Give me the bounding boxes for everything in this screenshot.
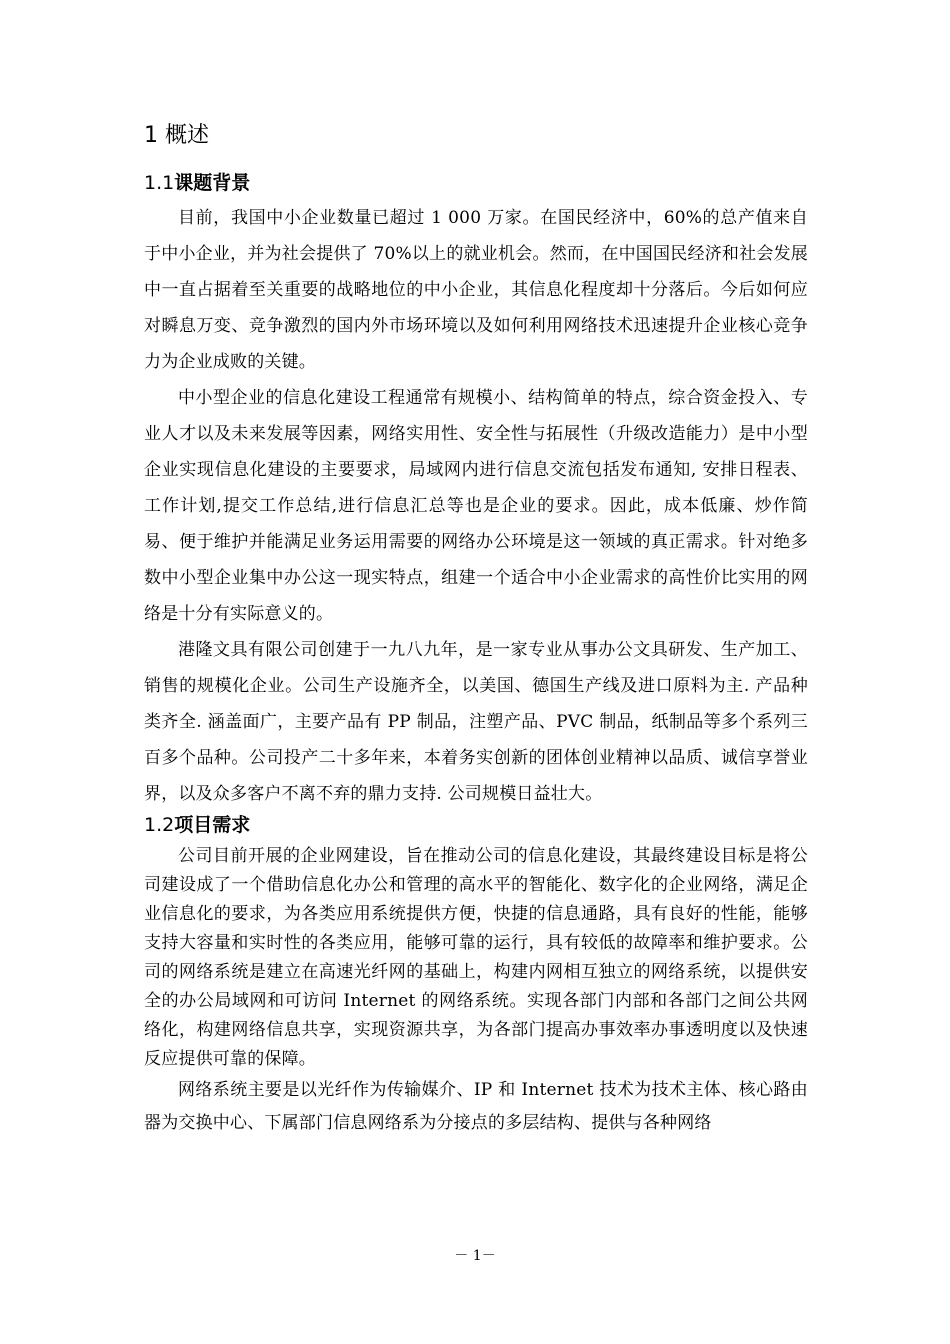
section-title: 课题背景: [174, 172, 251, 194]
page-content: [144, 118, 808, 1140]
section-title: 项目需求: [174, 814, 251, 836]
section-heading-background: [144, 168, 808, 198]
paragraph: 港隆文具有限公司创建于一九八九年，是一家专业从事办公文具研发、生产加工、销售的规模化企业。公司生产设施齐全，以美国、德国生产线及进口原料为主. 产品种类齐全. 涵盖面广，主要产品有 PP 制品，注塑产品、PVC 制品，纸制品等多个系列三百多个品种。公司投产二十多年来，本着务实创新的团体创业精神以品质、诚信享誉业界，以及众多客户不离不弃的鼎力支持. 公司规模日益壮大。: [144, 640, 808, 804]
chapter-heading: 1 概述: [144, 123, 209, 148]
page-number: － 1－: [454, 1248, 496, 1264]
section-number: 1.2: [144, 814, 175, 836]
section-heading-requirements: [144, 810, 808, 840]
section-number: 1.1: [144, 172, 175, 194]
paragraph: 中小型企业的信息化建设工程通常有规模小、结构简单的特点，综合资金投入、专业人才以及未来发展等因素，网络实用性、安全性与拓展性（升级改造能力）是中小型企业实现信息化建设的主要要求，局域网内进行信息交流包括发布通知, 安排日程表、工作计划,提交工作总结,进行信息汇总等也是企业的要求。因此，成本低廉、炒作简易、便于维护并能满足业务运用需要的网络办公环境是这一领域的真正需求。针对绝多数中小型企业集中办公这一现实特点，组建一个适合中小企业需求的高性价比实用的网络是十分有实际意义的。: [144, 388, 808, 624]
paragraph: 网络系统主要是以光纤作为传输媒介、IP 和 Internet 技术为技术主体、核心路由器为交换中心、下属部门信息网络系为分接点的多层结构、提供与各种网络: [144, 1080, 808, 1133]
paragraph: 公司目前开展的企业网建设，旨在推动公司的信息化建设，其最终建设目标是将公司建设成了一个借助信息化办公和管理的高水平的智能化、数字化的企业网络，满足企业信息化的要求，为各类应用系统提供方便，快捷的信息通路，具有良好的性能，能够支持大容量和实时性的各类应用，能够可靠的运行，具有较低的故障率和维护要求。公司的网络系统是建立在高速光纤网的基础上，构建内网相互独立的网络系统，以提供安全的办公局域网和可访问 Internet 的网络系统。实现各部门内部和各部门之间公共网络化，构建网络信息共享，实现资源共享，为各部门提高办事效率办事透明度以及快速反应提供可靠的保障。: [144, 846, 808, 1069]
paragraph: 目前，我国中小企业数量已超过 1 000 万家。在国民经济中，60%的总产值来自于中小企业，并为社会提供了 70%以上的就业机会。然而，在中国国民经济和社会发展中一直占据着至关重要的战略地位的中小企业，其信息化程度却十分落后。今后如何应对瞬息万变、竞争激烈的国内外市场环境以及如何利用网络技术迅速提升企业核心竞争力为企业成败的关键。: [144, 208, 808, 372]
